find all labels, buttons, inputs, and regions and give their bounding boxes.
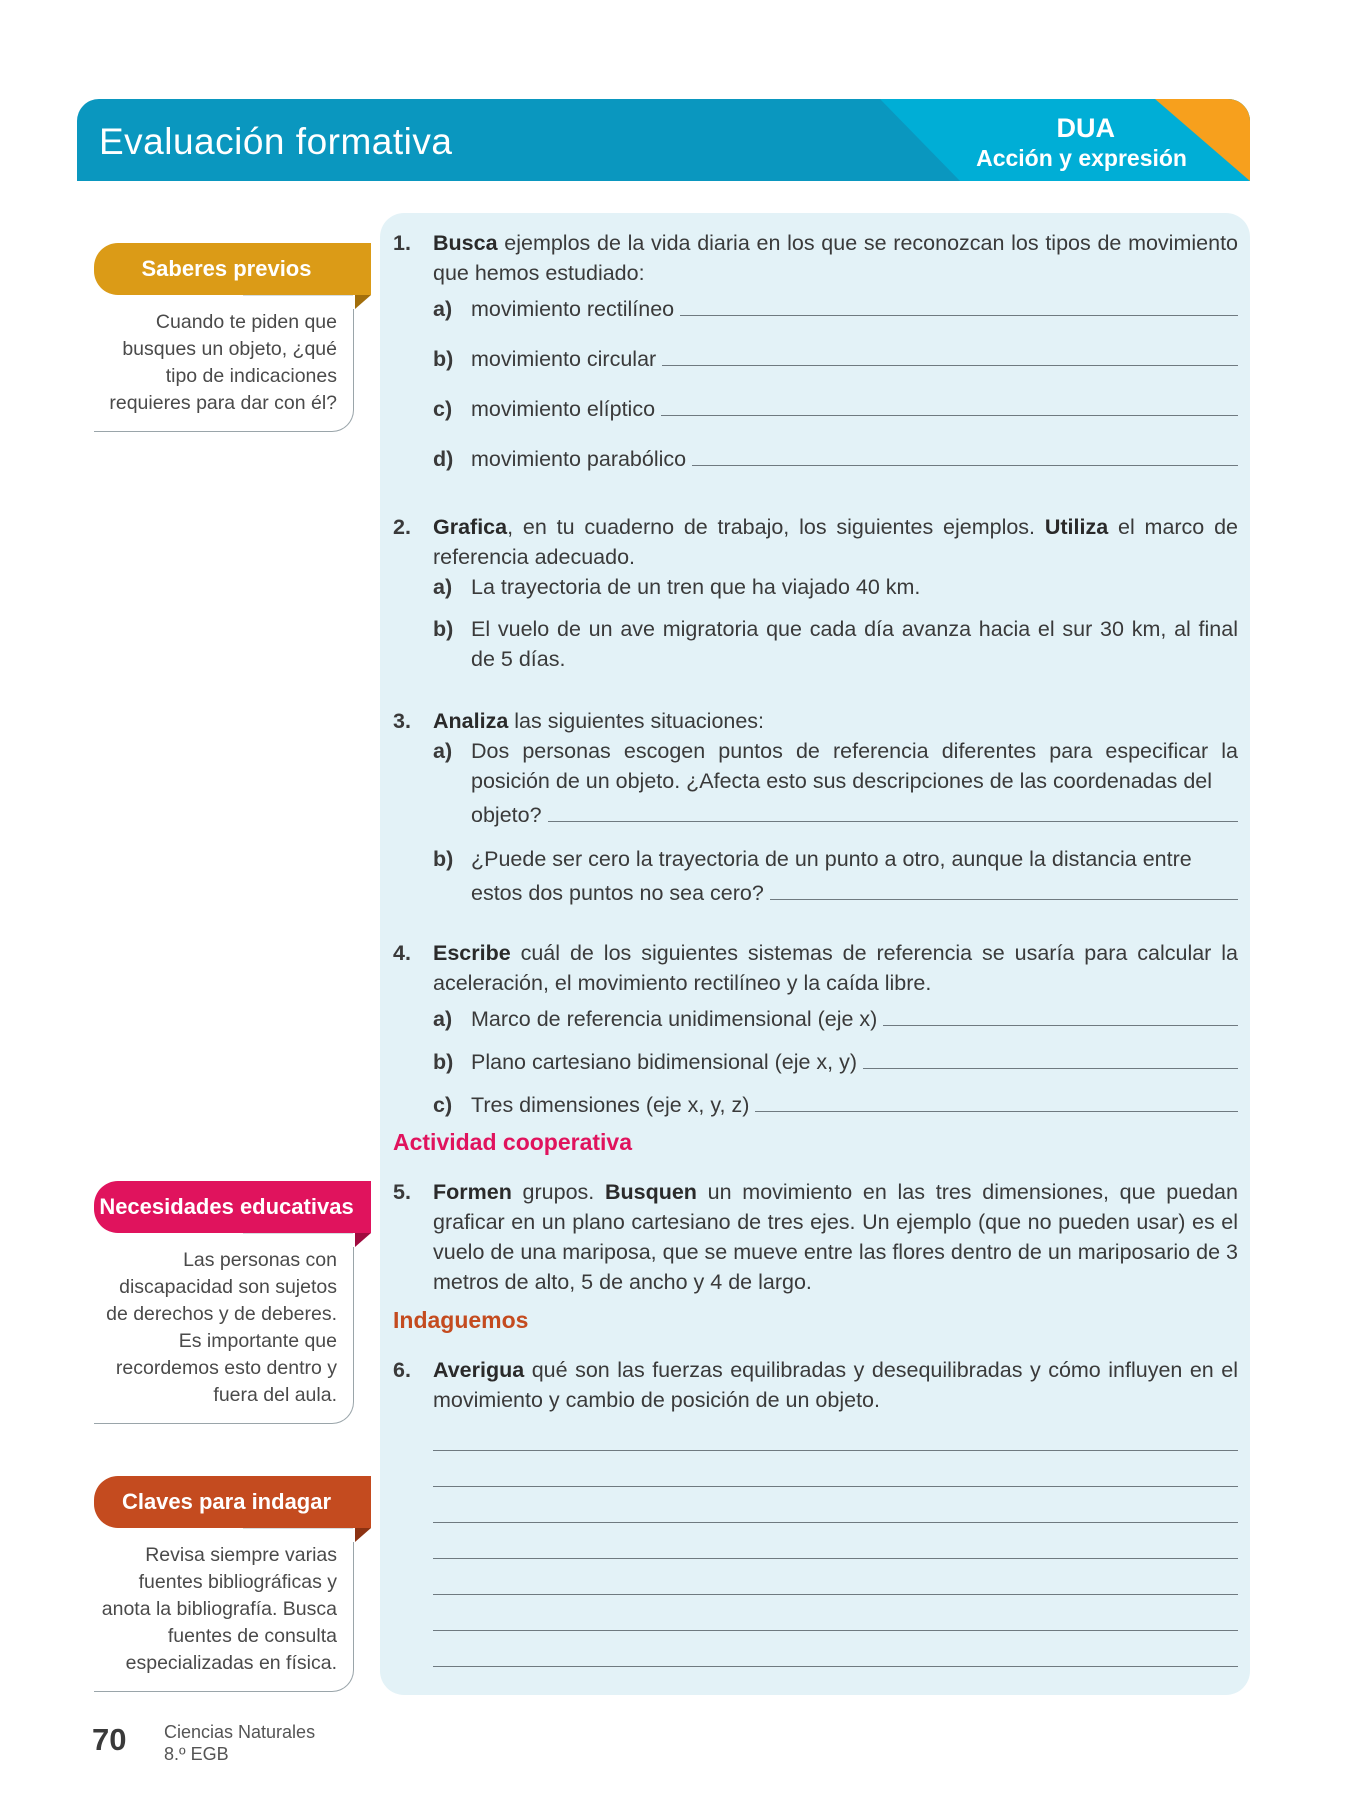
answer-item-1d [433, 444, 1238, 494]
question-verb: Formen [433, 1180, 512, 1204]
item-text: ¿Puede ser cero la trayectoria de un punto a otro, aunque la distancia entre [471, 847, 1192, 871]
header-banner [77, 99, 1250, 181]
question-number: 5. [393, 1180, 411, 1204]
section-indaguemos: Indaguemos [393, 1307, 529, 1333]
question-text: ejemplos de la vida diaria en los que se reconozcan los tipos de movimiento que hemos estudiado: [433, 231, 1238, 285]
question-4 [393, 938, 1238, 998]
answer-item-4b [433, 1047, 1238, 1090]
dua-subtitle: Acción y expresión [976, 145, 1187, 171]
answer-item-4a [433, 1004, 1238, 1047]
saberes-previos-card [94, 243, 371, 432]
question-text: las siguientes situaciones: [508, 709, 765, 733]
answer-item-3b [433, 844, 1238, 908]
question-number: 3. [393, 709, 411, 733]
write-line[interactable] [433, 1523, 1238, 1559]
page-title: Evaluación formativa [99, 121, 453, 162]
item-letter: b) [433, 617, 454, 641]
answer-item-4c [433, 1090, 1238, 1127]
questions-content [393, 228, 1238, 1667]
item-letter: b) [433, 1050, 454, 1074]
necesidades-educativas-card [94, 1181, 371, 1424]
item-text: Marco de referencia unidimensional (eje x) [471, 1007, 878, 1031]
question-number: 6. [393, 1358, 411, 1382]
question-text: qué son las fuerzas equilibradas y desequilibradas y cómo influyen en el movimiento y cambio de posición de un objeto. [433, 1358, 1238, 1412]
question-text: un movimiento en las tres dimensiones, que puedan graficar en un plano cartesiano de tres ejes. Un ejemplo (que no pueden usar) es el vuelo de una mariposa, que se mueve entre las flores dentro de un mariposario de 3 metros de alto, 5 de ancho y 4 de largo. [433, 1180, 1238, 1294]
item-letter: a) [433, 575, 453, 599]
item-letter: b) [433, 847, 454, 871]
item-text: objeto? [471, 803, 542, 827]
answer-line[interactable] [680, 294, 1238, 316]
page-number: 70 [92, 1722, 127, 1757]
item-text: movimiento rectilíneo [471, 297, 675, 321]
answer-item-2a [433, 572, 1238, 602]
claves-para-indagar-card [94, 1476, 371, 1692]
item-text: movimiento parabólico [471, 447, 687, 471]
question-verb: Analiza [433, 709, 509, 733]
item-letter: a) [433, 297, 453, 321]
item-text: Plano cartesiano bidimensional (eje x, y) [471, 1050, 858, 1074]
item-text: El vuelo de un ave migratoria que cada día avanza hacia el sur 30 km, al final de 5 días. [471, 617, 1238, 671]
dua-title: DUA [1056, 113, 1115, 143]
question-verb: Busquen [604, 1180, 697, 1204]
item-letter: a) [433, 739, 453, 763]
question-2 [393, 512, 1238, 572]
write-line[interactable] [433, 1631, 1238, 1667]
book-grade: 8.º EGB [164, 1744, 229, 1764]
question-verb: Busca [433, 231, 498, 255]
question-verb: Escribe [433, 941, 511, 965]
write-line[interactable] [433, 1451, 1238, 1487]
write-line[interactable] [433, 1487, 1238, 1523]
question-text: , en tu cuaderno de trabajo, los siguientes ejemplos. [507, 515, 1045, 539]
item-text: La trayectoria de un tren que ha viajado 40 km. [471, 575, 921, 599]
answer-lines [393, 1415, 1238, 1667]
question-6 [393, 1355, 1238, 1415]
answer-line[interactable] [755, 1090, 1238, 1112]
item-text: estos dos puntos no sea cero? [471, 881, 764, 905]
necesidades-educativas-title: Necesidades educativas [94, 1181, 371, 1233]
answer-line[interactable] [662, 344, 1238, 366]
claves-para-indagar-text: Revisa siempre varias fuentes bibliográficas y anota la bibliografía. Busca fuentes de consulta especializadas en física. [94, 1542, 354, 1692]
answer-line[interactable] [548, 800, 1238, 822]
question-number: 1. [393, 231, 411, 255]
answer-line[interactable] [692, 444, 1238, 466]
answer-item-3a [433, 736, 1238, 830]
answer-item-1a [433, 294, 1238, 344]
question-text: grupos. [511, 1180, 605, 1204]
question-verb: Grafica [433, 515, 508, 539]
question-1 [393, 228, 1238, 288]
question-5 [393, 1177, 1238, 1297]
necesidades-educativas-text: Las personas con discapacidad son sujetos de derechos y de deberes. Es importante que recordemos esto dentro y fuera del aula. [94, 1247, 354, 1424]
item-text: movimiento elíptico [471, 397, 656, 421]
question-3 [393, 706, 1238, 736]
answer-item-1c [433, 394, 1238, 444]
question-verb: Averigua [433, 1358, 525, 1382]
item-letter: d) [433, 447, 454, 471]
question-number: 2. [393, 515, 411, 539]
answer-item-2b [433, 614, 1238, 674]
item-text: movimiento circular [471, 347, 657, 371]
question-verb: Utiliza [1044, 515, 1109, 539]
answer-item-1b [433, 344, 1238, 394]
answer-line[interactable] [883, 1004, 1238, 1026]
claves-para-indagar-title: Claves para indagar [94, 1476, 371, 1528]
question-text: el marco de referencia adecuado. [433, 515, 1238, 569]
item-text: Tres dimensiones (eje x, y, z) [471, 1093, 750, 1117]
item-letter: c) [433, 1093, 453, 1117]
answer-line[interactable] [661, 394, 1238, 416]
write-line[interactable] [433, 1559, 1238, 1595]
answer-line[interactable] [770, 878, 1238, 900]
book-subject: Ciencias Naturales [164, 1722, 316, 1742]
answer-line[interactable] [863, 1047, 1238, 1069]
item-letter: c) [433, 397, 453, 421]
item-letter: a) [433, 1007, 453, 1031]
item-letter: b) [433, 347, 454, 371]
saberes-previos-title: Saberes previos [94, 243, 371, 295]
question-text: cuál de los siguientes sistemas de referencia se usaría para calcular la aceleración, el movimiento rectilíneo y la caída libre. [433, 941, 1238, 995]
question-number: 4. [393, 941, 411, 965]
saberes-previos-text: Cuando te piden que busques un objeto, ¿qué tipo de indicaciones requieres para dar con él? [94, 309, 354, 432]
write-line[interactable] [433, 1415, 1238, 1451]
section-actividad-cooperativa: Actividad cooperativa [393, 1129, 633, 1155]
write-line[interactable] [433, 1595, 1238, 1631]
item-text: Dos personas escogen puntos de referencia diferentes para especificar la posición de un objeto. ¿Afecta esto sus descripciones de las coordenadas del [471, 739, 1238, 793]
